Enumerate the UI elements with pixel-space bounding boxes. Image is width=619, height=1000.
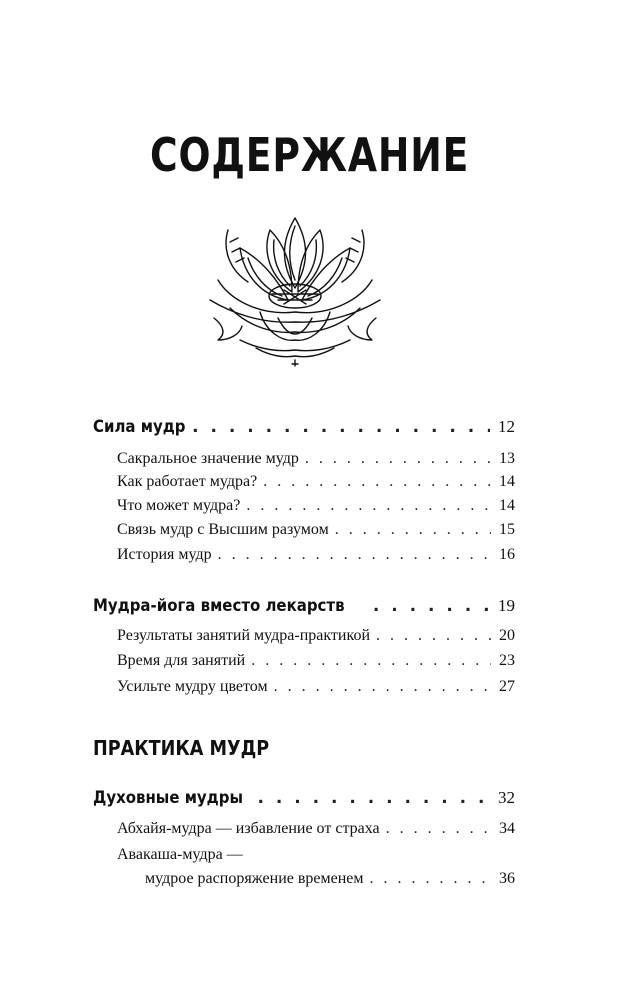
- lotus-flower-icon: [200, 200, 390, 375]
- toc-entry[interactable]: [117, 543, 515, 567]
- page-title: СОДЕРЖАНИЕ: [149, 128, 470, 182]
- leader-dots: [376, 624, 491, 648]
- leader-dots: [335, 518, 491, 542]
- leader-dots: [192, 415, 490, 439]
- toc-entry[interactable]: [117, 675, 515, 699]
- page-number: 27: [499, 678, 515, 695]
- toc-entry-label: Мудра-йога вместо лекарств: [93, 596, 345, 616]
- toc-entry[interactable]: [117, 649, 515, 673]
- page-number: 36: [499, 870, 515, 887]
- page-number: 23: [499, 652, 515, 669]
- leader-dots: [263, 470, 491, 494]
- toc-entry-label: Усильте мудру цветом: [117, 678, 268, 695]
- toc-entry[interactable]: [117, 817, 515, 841]
- page-number: 14: [499, 497, 515, 514]
- toc-entry[interactable]: [117, 518, 515, 542]
- page-number: 12: [498, 417, 515, 436]
- toc-chapter-sila-mudr[interactable]: [93, 415, 515, 439]
- toc-entry-label: Абхайя-мудра — избавление от страха: [117, 820, 380, 837]
- leader-dots: [257, 786, 490, 810]
- toc-entry-label-continuation: мудрое распоряжение временем: [145, 870, 364, 887]
- toc-entry[interactable]: [117, 624, 515, 648]
- toc-entry-label: Как работает мудра?: [117, 473, 258, 490]
- part-title: ПРАКТИКА МУДР: [93, 736, 270, 760]
- toc-entry-label: Что может мудра?: [117, 497, 241, 514]
- toc-entry-label: Сила мудр: [93, 417, 186, 437]
- toc-entry-label-first-line[interactable]: Авакаша-мудра —: [117, 846, 243, 863]
- toc-chapter-mudra-yoga[interactable]: [93, 594, 515, 618]
- toc-entry-label: История мудр: [117, 546, 212, 563]
- toc-entry[interactable]: [117, 470, 515, 494]
- page-number: 19: [498, 596, 515, 615]
- page-number: 32: [498, 788, 515, 807]
- page-number: 16: [499, 546, 515, 563]
- toc-entry-label: Сакральное значение мудр: [117, 450, 299, 467]
- toc-entry-label: Время для занятий: [117, 652, 246, 669]
- leader-dots: [373, 594, 490, 618]
- leader-dots: [305, 447, 491, 471]
- page-number: 34: [499, 820, 515, 837]
- leader-dots: [246, 494, 491, 518]
- leader-dots: [218, 543, 491, 567]
- leader-dots: [251, 649, 491, 673]
- toc-entry[interactable]: [117, 494, 515, 518]
- page-number: 15: [499, 521, 515, 538]
- leader-dots: [274, 675, 491, 699]
- toc-entry-label: Связь мудр с Высшим разумом: [117, 521, 329, 538]
- leader-dots: [370, 867, 491, 891]
- page-number: 14: [499, 473, 515, 490]
- toc-entry[interactable]: [145, 867, 515, 891]
- page-number: 13: [499, 450, 515, 467]
- toc-chapter-dukhovnye-mudry[interactable]: [93, 786, 515, 810]
- leader-dots: [386, 817, 491, 841]
- page-number: 20: [499, 627, 515, 644]
- toc-entry-label: Духовные мудры: [93, 788, 243, 808]
- toc-entry-label: Результаты занятий мудра-практикой: [117, 627, 371, 644]
- toc-entry[interactable]: [117, 447, 515, 471]
